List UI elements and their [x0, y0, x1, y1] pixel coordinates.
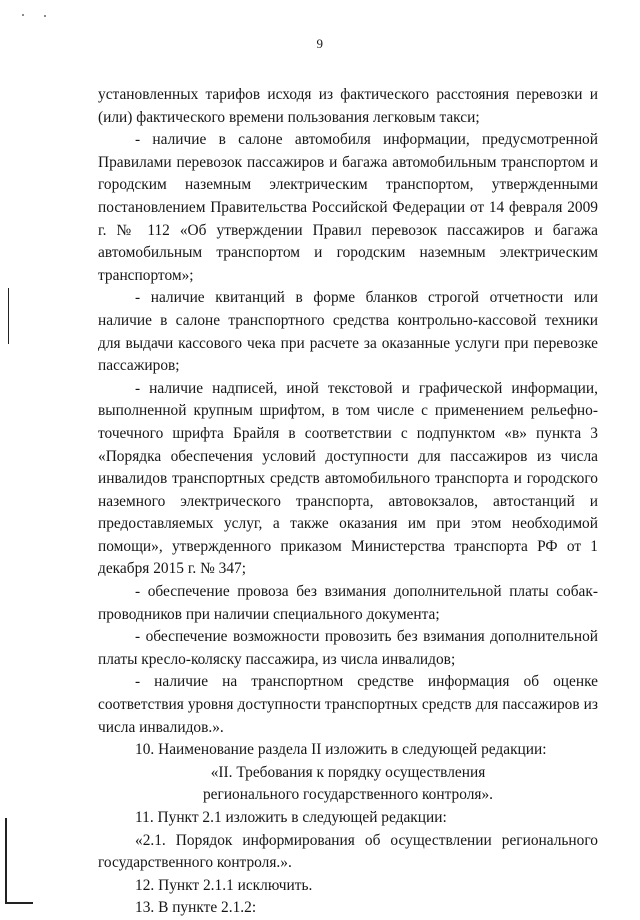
list-item-wheelchair: - обеспечение возможности провозить без взимания дополнительной платы кресло-коляску пассажира, из числа инвалидов;	[98, 628, 598, 668]
section-heading-line-1: «II. Требования к порядку осуществления	[210, 763, 486, 781]
list-item-inscriptions-braille: - наличие надписей, иной текстовой и графической информации, выполненной крупным шрифтом, в том числе с применением рельефно-точечного шрифта Брайля в соответствии с подпунктом «в» пункта 3 «Порядка обеспечения условий доступности для пассажиров из числа инвалидов транспортных средств автомобильного транспорта и городского наземного электрического транспорта, автовокзалов, автостанций и предоставляемых услуг, а также оказания им при этом необходимой помощи», утвержденного приказом Министерства транспорта РФ от 1 декабря 2015 г. № 347;	[98, 379, 598, 578]
paragraph-item-13: 13. В пункте 2.1.2:	[135, 899, 257, 917]
section-heading-line-2: регионального государственного контроля».	[202, 786, 494, 804]
scan-edge-mark	[5, 902, 33, 904]
list-item-guide-dogs: - обеспечение провоза без взимания дополнительной платы собак-проводников при наличии специального документа;	[98, 583, 598, 623]
page-number: 9	[316, 36, 324, 51]
scan-speck	[44, 15, 46, 17]
paragraph-item-11: 11. Пункт 2.1 изложить в следующей редакции:	[135, 809, 447, 826]
paragraph-item-12: 12. Пункт 2.1.1 исключить.	[135, 876, 313, 894]
list-item-accessibility-rating: - наличие на транспортном средстве информация об оценке соответствия уровня доступности транспортных средств для пассажиров из числа инвалидов.».	[98, 673, 598, 736]
document-body	[98, 84, 598, 920]
list-item-receipts: - наличие квитанций в форме бланков строгой отчетности или наличие в салоне транспортного средства контрольно-кассовой техники для выдачи кассового чека при расчете за оказанные услуги при перевозке пассажиров;	[98, 289, 598, 375]
scan-edge-mark	[5, 818, 7, 904]
paragraph-item-10: 10. Наименование раздела II изложить в следующей редакции:	[135, 741, 547, 759]
paragraph-item-2-1: «2.1. Порядок информирования об осуществлении регионального государственного контроля.».	[98, 831, 598, 872]
scan-speck	[22, 14, 24, 16]
paragraph-continuation: установленных тарифов исходя из фактического расстояния перевозки и (или) фактического времени пользования легковым такси;	[98, 86, 598, 126]
scan-edge-mark	[8, 288, 9, 344]
list-item-salon-information: - наличие в салоне автомобиля информации, предусмотренной Правилами перевозок пассажиров и багажа автомобильным транспортом и городским наземным электрическим транспортом, утвержденными постановлением Правительства Российской Федерации от 14 февраля 2009 г. № 112 «Об утверждении Правил перевозок пассажиров и багажа автомобильным транспортом и городским наземным электрическим транспортом»;	[98, 131, 598, 284]
